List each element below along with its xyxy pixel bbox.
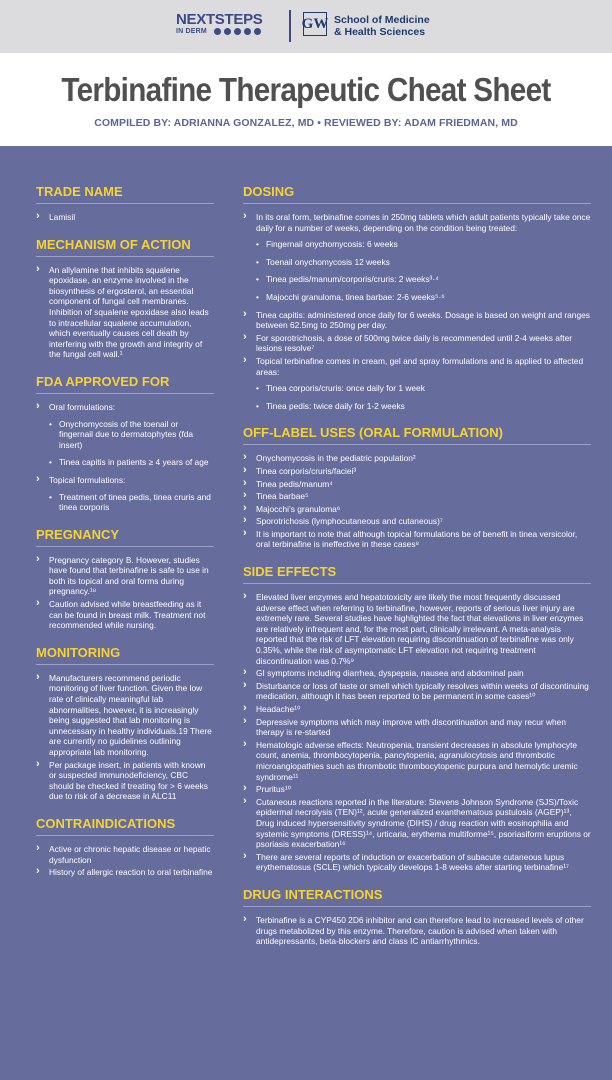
- list-item: › An allylamine that inhibits squalene epoxidase, an enzyme involved in the biosynthesis of ergosterol, an essential component of fungal cell membranes. Inhibition of squalene epoxidase also leads to intracellular squalene accumulation, which eventually causes cell death by interfering with the growth and integrity of the fungal cell wall.¹: [36, 265, 214, 360]
- oral-formulations-label: › Oral formulations:: [49, 401, 116, 412]
- section-title: DOSING: [243, 184, 591, 204]
- list-item: › Elevated liver enzymes and hepatotoxicity are likely the most frequently discussed adverse effect when referring to terbinafine, however, reports of serious liver injury are extremely rare. Several studies have highlighted the fact that elevations in liver enzymes are relatively infrequent and, for the most part, clinically irrelevant. A meta-analysis reported that the risk of LFT elevation requiring discontinuation of terbinafine was only 0.35%, while the risk of asymptomatic LFT elevation not requiring treatment discontinuation was 0.7%⁹: [243, 592, 591, 666]
- list-item: › Tinea capitis: administered once daily for 6 weeks. Dosage is based on weight and ranges between 62.5mg to 250mg per day.: [243, 310, 591, 331]
- list-item: [243, 356, 591, 411]
- section-title: FDA APPROVED FOR: [36, 374, 214, 394]
- dosing-intro: › In its oral form, terbinafine comes in 250mg tablets which adult patients typically take once daily for a number of weeks, depending on the condition being treated:: [256, 212, 591, 233]
- nextsteps-logo[interactable]: [176, 12, 263, 35]
- left-column: [36, 184, 214, 892]
- topical-formulations-label: › Topical formulations:: [49, 474, 126, 485]
- sub-list-item: • Treatment of tinea pedis, tinea cruris and tinea corporis: [49, 492, 214, 513]
- list-item: › History of allergic reaction to oral terbinafine: [36, 867, 214, 878]
- list-item: › Manufacturers recommend periodic monitoring of liver function. Given the low rate of clinically meaningful lab abnormalities, however, it is increasingly being suggested that lab monitoring is unnecessary in healthy individuals.19 There are currently no guidelines outlining appropriate lab monitoring.: [36, 673, 214, 758]
- section-title: MECHANISM OF ACTION: [36, 237, 214, 257]
- section-pregnancy: [36, 527, 214, 631]
- main-content: [0, 146, 612, 1080]
- sub-list-item: • Majocchi granuloma, tinea barbae: 2-6 weeks⁵·⁶: [256, 292, 591, 303]
- dot-icon: [234, 28, 241, 35]
- list-item: › Terbinafine is a CYP450 2D6 inhibitor and can therefore lead to increased levels of other drugs metabolized by this enzyme. Therefore, caution is advised when taken with antidepressants, beta-blockers and class IC antiarrhythmics.: [243, 915, 591, 947]
- list-item: › Pruritus¹⁰: [243, 784, 591, 795]
- section-title: OFF-LABEL USES (ORAL FORMULATION): [243, 425, 591, 445]
- list-item: › Active or chronic hepatic disease or hepatic dysfunction: [36, 844, 214, 865]
- page-header: [0, 53, 612, 146]
- list-item: › Depressive symptoms which may improve with discontinuation and may recur when therapy is re-started: [243, 717, 591, 738]
- section-title: MONITORING: [36, 645, 214, 665]
- list-item: › Sporotrichosis (lymphocutaneous and cutaneous)⁷: [243, 516, 591, 527]
- list-item: › Pregnancy category B. However, studies have found that terbinafine is safe to use in both its topical and oral forms during pregnancy.¹⁸: [36, 555, 214, 597]
- list-item: › There are several reports of induction or exacerbation of subacute cutaneous lupus erythematosus (SCLE) which typically develops 1-8 weeks after starting terbinafine¹⁷: [243, 852, 591, 873]
- nextsteps-subtitle: IN DERM: [176, 28, 207, 35]
- list-item: › For sporotrichosis, a dose of 500mg twice daily is recommended until 2-4 weeks after lesions resolve⁷: [243, 333, 591, 354]
- dot-icon: [224, 28, 231, 35]
- gw-logo-icon[interactable]: [303, 12, 327, 36]
- sub-list-item: • Tinea capitis in patients ≥ 4 years of age: [49, 457, 214, 468]
- sub-list-item: • Toenail onychomycosis 12 weeks: [256, 257, 591, 268]
- list-item: › Headache¹⁰: [243, 704, 591, 715]
- list-item: › Cutaneous reactions reported in the literature: Stevens Johnson Syndrome (SJS)/Toxic epidermal necrolysis (TEN)¹², acute generalized exanthematous pustulosis (AGEP)¹³, Drug induced hypersensitivity syndrome (DIHS) / drug reaction with eosinophilia and systemic symptoms (DRESS)¹⁴, urticaria, erythema multiforme¹⁵, psoriasiform eruptions or psoriasis exacerbation¹⁶: [243, 797, 591, 850]
- nextsteps-wordmark: NEXTSTEPS: [176, 11, 263, 28]
- list-item: › Majocchi’s granuloma⁶: [243, 504, 591, 515]
- sub-list-item: • Onychomycosis of the toenail or fingernail due to dermatophytes (fda insert): [49, 419, 214, 451]
- sub-list-item: • Tinea pedis/manum/corporis/cruris: 2 weeks³·⁴: [256, 274, 591, 285]
- list-item: › Hematologic adverse effects: Neutropenia, transient decreases in absolute lymphocyte count, anemia, thrombocytopenia, pancytopenia, agranulocytosis and thrombotic microangiopathies such as thrombotic thrombocytopenic purpura and hemolytic uremic syndrome¹¹: [243, 740, 591, 782]
- school-line-2: & Health Sciences: [334, 26, 426, 38]
- section-trade-name: [36, 184, 214, 223]
- section-monitoring: [36, 645, 214, 802]
- school-line-1: School of Medicine: [334, 14, 430, 26]
- list-item: [243, 212, 591, 303]
- topical-intro: › Topical terbinafine comes in cream, gel and spray formulations and is applied to affected areas:: [256, 355, 584, 377]
- list-item: › Tinea pedis/manum⁴: [243, 479, 591, 490]
- sub-list-item: • Tinea pedis: twice daily for 1-2 weeks: [256, 401, 591, 412]
- section-title: PREGNANCY: [36, 527, 214, 547]
- section-title: CONTRAINDICATIONS: [36, 816, 214, 836]
- section-mechanism: [36, 237, 214, 360]
- gw-mark: GW: [301, 15, 329, 32]
- list-item: › Lamisil: [36, 212, 214, 223]
- school-name: [334, 14, 430, 38]
- list-item: › It is important to note that although topical formulations be of benefit in tinea versicolor, oral terbinafine is ineffective in these cases⁸: [243, 529, 591, 550]
- sub-list-item: • Fingernail onychomycosis: 6 weeks: [256, 239, 591, 250]
- list-item: › Tinea barbae⁵: [243, 491, 591, 502]
- top-brand-bar: [0, 0, 612, 53]
- list-item: › Caution advised while breastfeeding as it can be found in breast milk. Treatment not recommended while nursing.: [36, 599, 214, 631]
- sub-list-item: • Tinea corporis/cruris: once daily for 1 week: [256, 383, 591, 394]
- dot-icon: [244, 28, 251, 35]
- section-fda-approved: [36, 374, 214, 513]
- section-drug-interactions: [243, 887, 591, 947]
- section-contraindications: [36, 816, 214, 878]
- list-item: › Tinea corporis/cruris/faciei³: [243, 466, 591, 477]
- dot-icon: [254, 28, 261, 35]
- section-off-label: [243, 425, 591, 550]
- list-item: [36, 475, 214, 513]
- dot-icon: [214, 28, 221, 35]
- section-title: DRUG INTERACTIONS: [243, 887, 591, 907]
- section-title: TRADE NAME: [36, 184, 214, 204]
- list-item: › Disturbance or loss of taste or smell which typically resolves within weeks of discontinuing medication, although it has been reported to be permanent in some cases¹⁰: [243, 681, 591, 702]
- section-title: SIDE EFFECTS: [243, 564, 591, 584]
- logo-divider: [289, 10, 291, 42]
- credits-line: COMPILED BY: ADRIANNA GONZALEZ, MD • REVIEWED BY: ADAM FRIEDMAN, MD: [94, 117, 518, 129]
- page-title: Terbinafine Therapeutic Cheat Sheet: [61, 71, 551, 108]
- list-item: [36, 402, 214, 468]
- section-side-effects: [243, 564, 591, 873]
- right-column: [243, 184, 591, 961]
- section-dosing: [243, 184, 591, 411]
- list-item: › Onychomycosis in the pediatric population²: [243, 453, 591, 464]
- list-item: › Per package insert, in patients with known or suspected immunodeficiency, CBC should be checked if treating for > 6 weeks due to risk of a decrease in ALC11: [36, 760, 214, 802]
- list-item: › GI symptoms including diarrhea, dyspepsia, nausea and abdominal pain: [243, 668, 591, 679]
